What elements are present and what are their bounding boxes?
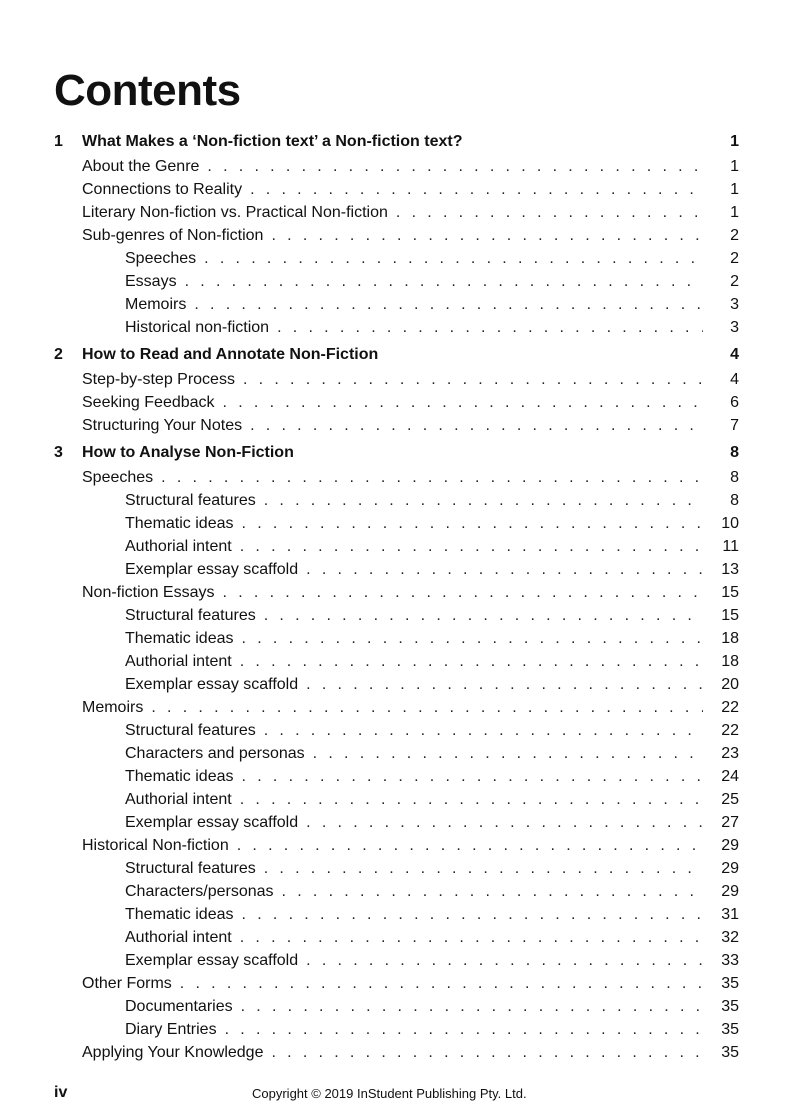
toc-chapter-number: 1 [54,133,63,150]
toc-page-number: 4 [730,346,739,363]
dot-leader [180,972,703,995]
toc-entry [54,765,739,788]
dot-leader [223,391,703,414]
toc-page-number: 18 [721,653,739,670]
toc-entry [54,414,739,437]
toc-page-number: 2 [730,227,739,244]
toc-entry-label: Characters/personas [125,883,274,900]
toc-entry-label: Speeches [125,250,197,267]
toc-page-number: 2 [730,250,739,267]
toc-page-number: 7 [730,417,739,434]
toc-page-number: 22 [721,699,739,716]
toc-entry [54,949,739,972]
toc-page-number: 8 [730,469,739,486]
toc-entry-label: Thematic ideas [125,630,234,647]
dot-leader [250,178,703,201]
toc-entry [54,719,739,742]
toc-entry [54,696,739,719]
toc-entry-label: Exemplar essay scaffold [125,561,299,578]
toc-entry [54,293,739,316]
dot-leader [243,368,703,391]
toc-page-number: 1 [730,133,739,150]
toc-page-number: 33 [721,952,739,969]
dot-leader [271,224,703,247]
dot-leader [240,926,703,949]
toc-entry [54,788,739,811]
toc-entry-label: Documentaries [125,998,233,1015]
toc-entry-label: Essays [125,273,177,290]
toc-entry [54,247,739,270]
dot-leader [277,316,703,339]
toc-entry [54,201,739,224]
toc-page-number: 18 [721,630,739,647]
dot-leader [161,466,703,489]
toc-entry [54,391,739,414]
toc-entry [54,903,739,926]
toc-entry-label: What Makes a ‘Non-fiction text’ a Non-fiction text? [82,133,463,150]
toc-page-number: 32 [721,929,739,946]
toc-entry-label: Authorial intent [125,791,232,808]
toc-entry [54,880,739,903]
toc-entry-label: Structural features [125,492,256,509]
dot-leader [240,535,703,558]
toc-entry [54,155,739,178]
toc-entry-label: Thematic ideas [125,515,234,532]
toc-entry-label: Applying Your Knowledge [82,1044,264,1061]
toc-entry-label: How to Analyse Non-Fiction [82,444,294,461]
dot-leader [223,581,704,604]
dot-leader [306,673,703,696]
toc-page-number: 11 [722,538,739,555]
toc-entry-label: Structuring Your Notes [82,417,243,434]
dot-leader [264,719,703,742]
toc-page-number: 25 [721,791,739,808]
dot-leader [306,558,703,581]
toc-entry [54,489,739,512]
toc-entry-label: Characters and personas [125,745,305,762]
toc-entry [54,1018,739,1041]
toc-page-number: 22 [721,722,739,739]
dot-leader [242,765,704,788]
toc-page-number: 31 [721,906,739,923]
toc-page-number: 8 [730,444,739,461]
toc-entry [54,581,739,604]
toc-entry-label: Speeches [82,469,154,486]
toc-entry [54,466,739,489]
toc-entry [54,535,739,558]
toc-entry [54,926,739,949]
dot-leader [264,489,703,512]
toc-entry [54,834,739,857]
toc-page-number: 10 [721,515,739,532]
toc-entry-label: Exemplar essay scaffold [125,676,299,693]
toc-entry [54,972,739,995]
toc-page-number: 20 [721,676,739,693]
toc-page-number: 15 [721,584,739,601]
toc-entry-label: Thematic ideas [125,906,234,923]
dot-leader [194,293,703,316]
dot-leader [250,414,703,437]
toc-page-number: 29 [721,837,739,854]
toc-page-number: 8 [730,492,739,509]
toc-page-number: 3 [730,296,739,313]
toc-entry [54,857,739,880]
toc-entry-label: Memoirs [125,296,187,313]
toc-page-number: 29 [721,860,739,877]
toc-page-number: 15 [721,607,739,624]
toc-chapter-entry [54,343,739,368]
toc-entry-label: Authorial intent [125,929,232,946]
toc-entry [54,270,739,293]
page-title: Contents [54,66,241,115]
toc-entry-label: About the Genre [82,158,200,175]
dot-leader [264,604,703,627]
toc-entry-label: Structural features [125,860,256,877]
toc-entry-label: Thematic ideas [125,768,234,785]
dot-leader [151,696,703,719]
toc-entry-label: Structural features [125,607,256,624]
toc-entry-label: Sub-genres of Non-fiction [82,227,264,244]
toc-entry-label: Exemplar essay scaffold [125,814,299,831]
toc-entry [54,368,739,391]
dot-leader [225,1018,703,1041]
toc-entry [54,995,739,1018]
toc-entry-label: Structural features [125,722,256,739]
toc-entry-label: Step-by-step Process [82,371,235,388]
toc-entry-label: Seeking Feedback [82,394,215,411]
dot-leader [264,857,703,880]
toc-entry [54,316,739,339]
footer-copyright: Copyright © 2019 InStudent Publishing Pty. Ltd. [252,1086,527,1101]
dot-leader [242,512,704,535]
dot-leader [242,903,704,926]
dot-leader [282,880,703,903]
toc-entry-label: Literary Non-fiction vs. Practical Non-fiction [82,204,388,221]
toc-entry-label: Historical Non-fiction [82,837,229,854]
dot-leader [240,788,703,811]
toc-entry-label: Memoirs [82,699,144,716]
toc-page-number: 1 [730,158,739,175]
toc-entry [54,627,739,650]
dot-leader [396,201,703,224]
toc-page-number: 29 [721,883,739,900]
toc-entry [54,1041,739,1064]
toc-entry [54,811,739,834]
toc-entry [54,558,739,581]
dot-leader [306,949,703,972]
toc-entry-label: How to Read and Annotate Non-Fiction [82,346,379,363]
toc-entry [54,178,739,201]
toc-entry [54,512,739,535]
toc-entry-label: Authorial intent [125,538,232,555]
toc-chapter-number: 2 [54,346,63,363]
dot-leader [185,270,703,293]
toc-page-number: 4 [730,371,739,388]
toc-page-number: 6 [730,394,739,411]
dot-leader [237,834,703,857]
dot-leader [240,650,703,673]
toc-entry [54,650,739,673]
table-of-contents [54,130,739,1064]
toc-entry-label: Authorial intent [125,653,232,670]
toc-chapter-number: 3 [54,444,63,461]
toc-chapter-entry [54,441,739,466]
toc-page-number: 1 [730,204,739,221]
toc-page-number: 27 [721,814,739,831]
dot-leader [207,155,703,178]
toc-entry [54,673,739,696]
toc-page-number: 35 [721,1044,739,1061]
toc-chapter-entry [54,130,739,155]
toc-entry [54,224,739,247]
toc-entry-label: Exemplar essay scaffold [125,952,299,969]
toc-entry-label: Historical non-fiction [125,319,270,336]
dot-leader [306,811,703,834]
toc-page-number: 13 [721,561,739,578]
toc-page-number: 35 [721,1021,739,1038]
toc-entry-label: Connections to Reality [82,181,243,198]
toc-page-number: 23 [721,745,739,762]
dot-leader [271,1041,703,1064]
toc-page-number: 35 [721,975,739,992]
toc-page-number: 3 [730,319,739,336]
footer-page-number: iv [54,1084,68,1101]
dot-leader [241,995,703,1018]
toc-entry [54,604,739,627]
toc-entry-label: Other Forms [82,975,172,992]
dot-leader [313,742,703,765]
toc-page-number: 24 [721,768,739,785]
toc-entry-label: Diary Entries [125,1021,217,1038]
toc-page-number: 1 [730,181,739,198]
toc-entry [54,742,739,765]
toc-page-number: 2 [730,273,739,290]
dot-leader [242,627,704,650]
dot-leader [204,247,703,270]
toc-page-number: 35 [721,998,739,1015]
toc-entry-label: Non-fiction Essays [82,584,215,601]
